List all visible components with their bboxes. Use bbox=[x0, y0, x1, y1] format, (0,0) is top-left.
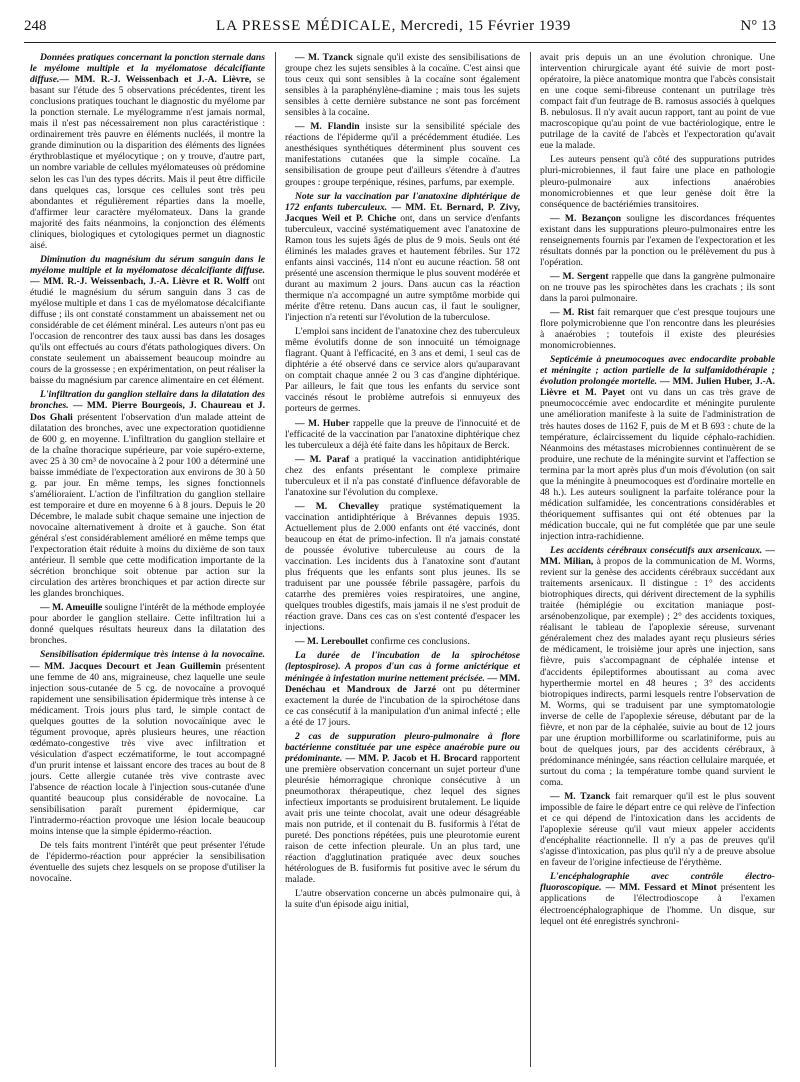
paragraph bbox=[540, 791, 775, 868]
paragraph-authors: — M. Sergent bbox=[550, 270, 609, 282]
paragraph bbox=[540, 271, 775, 304]
paragraph-text: présentent une femme de 40 ans, migraineuse, chez laquelle une seule injection sous-cutanée de 5 cg. de novocaïne a provoqué rapidement une sensibilisation épidermique très intense à ce médicament. Trois jours plus tard, le simple contact de quelques gouttes de la solution novocaïnique avec le tégument provoque, après plusieurs heures, une réaction œdémato-congestive très vive avec infiltration et vésiculation d'aspect eczématiforme, le tout accompagné d'un prurit intense et laissant encore des traces au bout de 8 jours. Cette allergie cutanée très vive contraste avec l'absence de réaction locale à l'injection sous-cutanée d'une quantité beaucoup plus considérable de novocaïne. La sensibilisation paraît purement épidermique, car l'intradermo-réaction provoque une lésion locale beaucoup moins intense que la simple épidermo-réaction. bbox=[30, 660, 265, 838]
paragraph-text: fait remarquer que c'est presque toujours une flore polymicrobienne que l'on rencontre dans les pleurésies à anaérobies ; toutefois il existe des pleurésies monomicrobiennes. bbox=[540, 307, 775, 352]
paragraph-title: Septicémie à pneumocoques avec endocardite probable et méningite ; action partielle de la sulfamidothérapie ; évolution prolongée mortelle. bbox=[540, 354, 775, 388]
page-header bbox=[24, 18, 776, 43]
paragraph-text: rappelle que dans la gangrène pulmonaire on ne trouve pas les spirochètes dans les crachats ; ils sont dans la paroi pulmonaire. bbox=[540, 270, 775, 304]
paragraph-text: fait remarquer qu'il est le plus souvent impossible de faire le départ entre ce qui relève de l'infection et ce qui dépend de l'intoxication dans les accidents de l'apoplexie séreuse qu'il vaut mieux appeler accidents d'encéphalite réactionnelle. Il n'y a pas de preuves qu'il s'agisse d'intoxication, pas plus qu'il n'y a de preuve absolue en faveur de l'origine infectieuse de l'érythème. bbox=[540, 791, 775, 869]
paragraph bbox=[30, 52, 265, 251]
paragraph-title: Note sur la vaccination par l'anatoxine diphtérique de 172 enfants tuberculeux. bbox=[285, 190, 520, 213]
paragraph bbox=[285, 501, 520, 634]
paragraph bbox=[30, 389, 265, 599]
paragraph-authors: — MM. Pierre Bourgeois, J. Chaureau et J. Dos Ghali bbox=[30, 400, 265, 423]
paragraph-authors: — MM. Milian, bbox=[540, 545, 775, 568]
paragraph-authors: — MM. Et. Bernard, P. Zivy, Jacques Weil et P. Chiche bbox=[285, 201, 520, 224]
paragraph bbox=[540, 154, 775, 209]
paragraph-title: Diminution du magnésium du sérum sanguin dans le myélome multiple et la myélomatose décalcifiante diffuse. bbox=[30, 253, 265, 276]
paragraph bbox=[285, 636, 520, 647]
paragraph-text: à propos de la communication de M. Worms, revient sur la genèse des accidents cérébraux succédant aux traitements arsenicaux. Il distingue : 1° des accidents biotrophiques directs, qui dérivent directement de la syphilis traitée (hémiplégie ou excitation maniaque post-arsénobenzolique, par exemple) ; 2° des accidents toxiques, réalisant le tableau de l'apoplexie séreuse, survenant généralement chez des malades ayant reçu plusieurs séries de médicament, le troisième jour après une injection, sans fièvre, puis s'accompagnant de céphalée intense et d'accidents épileptiformes aboutissant au coma avec hyperthermie mortel en 48 heures ; 3° des accidents biotropiques indirects, parmi lesquels rentre l'observation de M. Worms, qui se traduisent par une symptomatologie inverse de celle de l'apoplexie séreuse, débutant par de la fièvre, et non par de la céphalée, suivie au bout de 12 jours par une éruption morbilliforme ou scarlatiniforme, puis au bout de quelques jours, par des accidents cérébraux, à prédominance méningée, sans réaction cellulaire marquée, et surtout du coma ; la température tombe quand survient le coma. bbox=[540, 556, 775, 788]
paragraph-text: insiste sur la sensibilité spéciale des réactions de l'épiderme qu'il a précédemment étudiée. Les anesthésiques synthétiques déterminent plus souvent ces manifestations cutanées que la simple cocaïne. La sensibilisation de groupe peut d'ailleurs s'étendre à d'autres groupes : groupe terpénique, résines, parfums, par exemple. bbox=[285, 121, 520, 188]
paragraph-authors: — M. Paraf bbox=[295, 453, 350, 465]
paragraph-title: L'infiltration du ganglion stellaire dans la dilatation des bronches. bbox=[30, 389, 265, 412]
paragraph-authors: — M. Bezançon bbox=[550, 212, 622, 224]
paragraph bbox=[30, 840, 265, 884]
running-title bbox=[47, 18, 741, 35]
paragraph-authors: — MM. Jacques Decourt et Jean Guillemin bbox=[30, 660, 221, 672]
paragraph-authors: — M. Tzanck bbox=[295, 52, 354, 63]
paragraph-text: L'emploi sans incident de l'anatoxine chez des tuberculeux même évolutifs donne de son innocuité un témoignage flagrant. Quant à l'efficacité, en 3 ans et demi, 1 seul cas de diphtérie a été observé dans ce service alors qu'auparavant on comptait chaque année 2 ou 3 cas d'angine diphtérique. Par ailleurs, le fait que tous les enfants du service sont vaccinés résout le problème autrefois si ennuyeux des porteurs de germes. bbox=[285, 326, 520, 415]
paragraph bbox=[30, 254, 265, 387]
paragraph-authors: — MM. Fessard et Minot bbox=[601, 882, 717, 894]
paragraph-text: rappelle que la preuve de l'innocuité et de l'efficacité de la vaccination par l'anatoxine diphtérique chez les tuberculeux a déjà été faite dans les hôpitaux de Berck. bbox=[285, 417, 520, 451]
paragraph bbox=[285, 888, 520, 910]
paragraph-authors: — MM. Denéchau et Mandroux de Jarzé bbox=[285, 672, 520, 695]
paragraph-text: signale qu'il existe des sensibilisations de groupe chez les sujets sensibles à la cocaïne. C'est ainsi que tous ceux qui sont sensibles à la cocaïne sont également sensibles à la paraphénylène-diamine ; mais tous les sujets sensibles à cette dernière substance ne sont pas forcément sensibles à la cocaïne. bbox=[285, 52, 520, 119]
paragraph-authors: — M. Flandin bbox=[295, 121, 360, 133]
paragraph-authors: — M. Lereboullet bbox=[295, 636, 369, 648]
paragraph bbox=[285, 121, 520, 187]
paragraph-text: ont, dans un service d'enfants tuberculeux, vacciné systématiquement avec l'anatoxine de Ramon tous les sujets âgés de plus de 9 mois. Seuls ont été éliminés les malades graves et hautement fébriles. Sur 172 enfants ainsi vaccinés, 114 n'ont eu aucune réaction. 58 ont présenté une ascension thermique le plus souvent modérée et durant au maximum 2 jours. Dans aucun cas la réaction thermique n'a accompagné un autre symptôme morbide qui mérite d'être retenu. Dans aucun cas, il faut le souligner, l'injection n'a retenti sur l'évolution de la tuberculose. bbox=[285, 212, 520, 324]
paragraph-text: se basant sur l'étude des 5 observations précédentes, tirent les conclusions pratiques touchant le diagnostic du myélome par la ponction sternale. Le myélogramme n'est jamais normal, mais il n'est pas nécessairement non plus caractéristique : ordinairement très pauvre en éléments nucléés, il montre la grande diminution ou la disparition des éléments des lignées érythroblastique et myélocytique ; on y trouve, d'autre part, un nombre variable de cellules myélomateuses où prédomine selon les cas l'un des types décrits. Mais il peut être difficile dans quelques cas, lorsque ces cellules sont très peu abondantes et régulièrement réparties dans la moelle, d'affirmer leur caractère myélomateux. Dans la grande majorité des faits néanmoins, la conjonction des éléments cliniques, biologiques et cytologiques permet un diagnostic aisé. bbox=[30, 74, 265, 251]
journal-name: LA PRESSE MÉDICALE bbox=[216, 18, 392, 34]
paragraph-authors: — M. Huber bbox=[295, 417, 350, 429]
paragraph bbox=[285, 731, 520, 886]
paragraph bbox=[540, 52, 775, 151]
issue-date: , Mercredi, 15 Février 1939 bbox=[391, 18, 571, 34]
paragraph-title: Données pratiques concernant la ponction sternale dans le myélome multiple et la myélomatose décalcifiante diffuse. bbox=[30, 52, 265, 86]
paragraph-text: Les auteurs pensent qu'à côté des suppurations putrides pluri-microbiennes, il faut faire une place en pathologie pleuro-pulmonaire aux infections anaérobies monomicrobiennes et que leur genèse doit être la conséquence de bactériémies transitoires. bbox=[540, 154, 775, 210]
paragraph bbox=[540, 545, 775, 788]
paragraph-title: La durée de l'incubation de la spirochétose (leptospirose). A propos d'un cas à forme anictérique et méningée à infestation murine nettement précisée. bbox=[285, 650, 520, 684]
paragraph-authors: — MM. R.-J. Weissenbach et J.-A. Lièvre, bbox=[59, 74, 252, 86]
paragraph-text: présentent les applications de l'électrodioscope à l'examen électroencéphalographique de l'homme. Un disque, sur lequel ont été enregistrés synchroni- bbox=[540, 882, 775, 927]
paragraph-title: Les accidents cérébraux consécutifs aux arsenicaux. bbox=[550, 545, 763, 557]
paragraph-title: Sensibilisation épidermique très intense à la novocaïne. bbox=[40, 649, 265, 661]
paragraph-text: ont étudié le magnésium du sérum sanguin dans 3 cas de myélose multiple et dans 1 cas de myélomatose décalcifiante diffuse ; ils ont constaté constamment un abaissement net ou considérable de cet élément minéral. Les auteurs n'ont pas eu l'occasion de rencontrer des taux aussi bas dans les dosages qu'ils ont effectués au cours d'états pathologiques divers. On constate seulement un abaissement beaucoup moindre au cours de la grossesse ; en expérimentation, on peut réaliser la baisse du magnésium par carence alimentaire en cet élément. bbox=[30, 275, 265, 387]
paragraph-text: pratique systématiquement la vaccination antidiphtérique à Brévannes depuis 1935. Actuellement plus de 2.000 enfants ont été vaccinés, dont beaucoup en état de primo-infection. Il n'a jamais constaté de poussée évolutive tuberculeuse au cours de la vaccination. Les incidents dus à l'anatoxine sont d'autant plus fréquents que les enfants sont plus jeunes. Ils se traduisent par une poussée fébrile passagère, parfois du catarrhe des premières voies respiratoires, une angine, quelques troubles digestifs, mais jamais il ne s'est produit de réaction grave. Dans ces cas on s'est contenté d'espacer les injections. bbox=[285, 500, 520, 634]
article-columns bbox=[30, 52, 775, 1072]
paragraph bbox=[285, 191, 520, 324]
paragraph bbox=[285, 650, 520, 727]
paragraph-authors: — MM. P. Jacob et H. Brocard bbox=[342, 752, 478, 764]
paragraph-text: rapportent une première observation concernant un sujet porteur d'une pleurésie hémorragique chronique consécutive à un pneumothorax thérapeutique, chez lequel des signes infectieux importants se produisirent brutalement. Le liquide avait pris une teinte chocolat, avait une odeur désagréable mais non putride, et il contenait du B. fusiformis à l'état de pureté. Des ponctions répétées, puis une pleurotomie eurent raison de cette infection pleurale. Un an plus tard, une réaction d'agglutination pratiquée avec deux souches hétérologues de B. fusiformis fut positive avec le sérum du malade. bbox=[285, 752, 520, 886]
paragraph-text: De tels faits montrent l'intérêt que peut présenter l'étude de l'épidermo-réaction pour apprécier la sensibilisation éventuelle des sujets chez lesquels on se propose d'utiliser la novocaïne. bbox=[30, 840, 265, 885]
paragraph-text: ont pu déterminer exactement la durée de l'incubation de la spirochétose dans ce cas consécutif à la manipulation d'un animal infecté ; elle a été de 17 jours. bbox=[285, 683, 520, 728]
paragraph bbox=[30, 649, 265, 837]
paragraph-text: ont vu dans un cas très grave de pneumococcémie avec endocardite et méningite purulente une amélioration manifeste à la suite de l'administration de très hautes doses de 1162 F, puis de M et B 693 : chute de la température, éclaircissement du liquide céphalo-rachidien. Néanmoins des métastases microbiennes continuèrent de se produire, une rechute de la méningite survint et l'affection se termina par la mort après plus d'un mois d'évolution (on sait que la méningite à pneumocoques est d'ordinaire mortelle en 48 h.). Les auteurs soulignent la parfaite tolérance pour la médication sulfamidée, les concentrations considérables et théoriquement suffisantes qui ont été obtenues par la médication buccale, qui ne fut complétée que par une seule injection intra-rachidienne. bbox=[540, 387, 775, 542]
paragraph bbox=[285, 418, 520, 451]
paragraph-authors: — M. Rist bbox=[550, 307, 595, 319]
paragraph bbox=[30, 602, 265, 646]
paragraph-title: 2 cas de suppuration pleuro-pulmonaire à flore bactérienne constituée par une espèce anaérobie pure ou prédominante. bbox=[285, 730, 520, 764]
issue-number: N° 13 bbox=[740, 18, 776, 34]
paragraph bbox=[540, 213, 775, 268]
paragraph-authors: — MM. R.-J. Weissenbach, J.-A. Lièvre et R. Wolff bbox=[30, 275, 250, 287]
paragraph-text: souligne les discordances fréquentes existant dans les suppurations pleuro-pulmonaires entre les renseignements fournis par l'examen de l'expectoration et les résultats donnés par la ponction ou le prélèvement du pus à l'opération. bbox=[540, 212, 775, 268]
page-number: 248 bbox=[24, 18, 47, 34]
paragraph-title: L'encéphalographie avec contrôle électro-fluoroscopique. bbox=[540, 871, 775, 894]
paragraph-authors: — MM. Julien Huber, J.-A. Lièvre et M. Payet bbox=[540, 376, 775, 399]
column-middle bbox=[285, 52, 520, 1072]
paragraph bbox=[285, 454, 520, 498]
paragraph-text: avait pris depuis un an une évolution chronique. Une intervention chirurgicale ayant été suivie de mort post-opératoire, la pièce anatomique montra que l'abcès consistait en une coque semi-fibreuse contenant un putrilage très compact fait d'un feutrage de B. ramosus associés à quelques B. nebulosus. Il n'y avait aucun rapport, tant au point de vue macroscopique qu'au point de vue bactériologique, entre le putrilage de la cavité de l'abcès et l'expectoration qu'avait eue la malade. bbox=[540, 52, 775, 152]
paragraph bbox=[540, 354, 775, 542]
paragraph-authors: — M. Chevalley bbox=[295, 500, 379, 512]
paragraph-text: a pratiqué la vaccination antidiphtérique chez des enfants présentant le complexe primaire tuberculeux et il n'a pas constaté d'influence défavorable de l'anatoxine sur l'évolution du complexe. bbox=[285, 453, 520, 498]
paragraph-text: L'autre observation concerne un abcès pulmonaire qui, à la suite d'un épisode aigu initial, bbox=[285, 888, 520, 911]
paragraph-authors: — M. Ameuille bbox=[40, 602, 103, 614]
paragraph-text: confirme ces conclusions. bbox=[368, 636, 470, 648]
paragraph-text: souligne l'intérêt de la méthode employée pour aborder le ganglion stellaire. Cette infiltration lui a donné quelques résultats heureux dans la dilatation des bronches. bbox=[30, 602, 265, 647]
paragraph bbox=[540, 307, 775, 351]
column-right bbox=[540, 52, 775, 1072]
paragraph bbox=[285, 52, 520, 118]
column-left bbox=[30, 52, 265, 1072]
paragraph bbox=[285, 326, 520, 414]
paragraph-authors: — M. Tzanck bbox=[550, 791, 611, 803]
paragraph bbox=[540, 871, 775, 926]
paragraph-text: présentent l'observation d'un malade atteint de dilatation des bronches, avec une expectoration quotidienne de 600 g. en moyenne. L'infiltration du ganglion stellaire et de la chaîne thoracique supérieure, par voie supéro-externe, avec 25 à 30 cm³ de novocaïne à 2 pour 100 a déterminé une baisse immédiate de l'expectoration aux environs de 30 à 50 g. par jour. En même temps, les signes fonctionnels s'amélioraient. L'action de l'infiltration du ganglion stellaire est temporaire et dure en moyenne 6 à 8 jours. Depuis le 20 Décembre, le malade subit chaque semaine une injection de novocaïne alternativement à droite et à gauche. Son état général s'est considérablement amélioré en même temps que l'expectoration était réduite à moins du dixième de son taux antérieur. Il semble que cette modification importante de la sécrétion bronchique soit obtenue par action sur la circulation des artères bronchiques et par action directe sur les glandes bronchiques. bbox=[30, 411, 265, 600]
